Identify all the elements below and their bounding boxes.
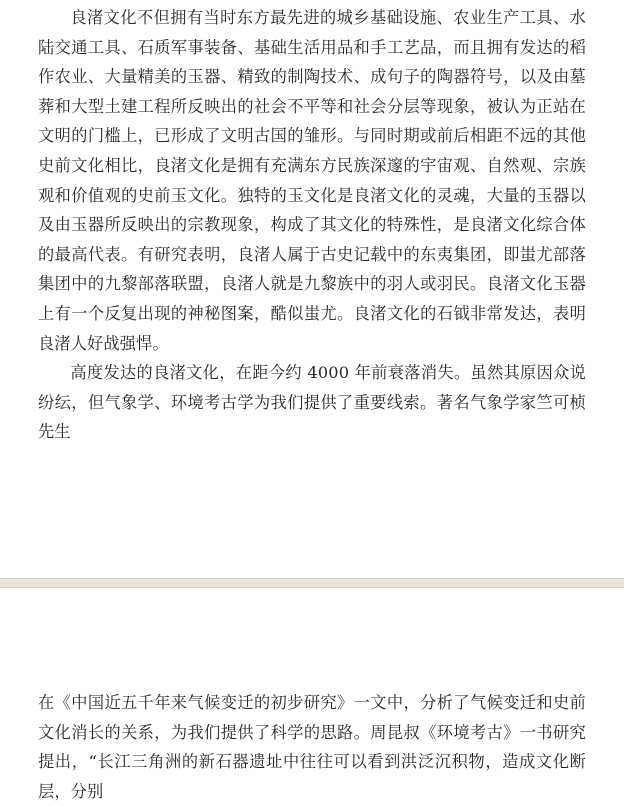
paragraph-liangzhu-decline: 高度发达的良渚文化，在距今约 4000 年前衰落消失。虽然其原因众说纷纭，但气象学、环境考古学为我们提供了重要线索。著名气象学家竺可桢先生	[38, 363, 586, 442]
page-top-text	[38, 3, 586, 447]
page-separator	[0, 578, 624, 588]
page-bottom	[0, 588, 624, 801]
paragraph-continued: 在《中国近五千年来气候变迁的初步研究》一文中，分析了气候变迁和史前文化消长的关系，为我们提供了科学的思路。周昆叔《环境考古》一书研究提出，“长江三角洲的新石器遗址中往往可以看到洪泛沉积物，造成文化断层，分别	[38, 693, 586, 801]
paragraph-liangzhu-civilization: 良渚文化不但拥有当时东方最先进的城乡基础设施、农业生产工具、水陆交通工具、石质军事装备、基础生活用品和手工艺品，而且拥有发达的稻作农业、大量精美的玉器、精致的制陶技术、成句子的陶器符号，以及由墓葬和大型土建工程所反映出的社会不平等和社会分层等现象，被认为正站在文明的门槛上，已形成了文明古国的雏形。与同时期或前后相距不远的其他史前文化相比，良渚文化是拥有充满东方民族深邃的宇宙观、自然观、宗族观和价值观的史前玉文化。独特的玉文化是良渚文化的灵魂，大量的玉器以及由玉器所反映出的宗教现象，构成了其文化的特殊性，是良渚文化综合体的最高代表。有研究表明，良渚人属于古史记载中的东夷集团，即蚩尤部落集团中的九黎部落联盟，良渚人就是九黎族中的羽人或羽民。良渚文化玉器上有一个反复出现的神秘图案，酷似蚩尤。良渚文化的石钺非常发达，表明良渚人好战强悍。	[38, 8, 586, 353]
page-bottom-text	[38, 688, 586, 806]
